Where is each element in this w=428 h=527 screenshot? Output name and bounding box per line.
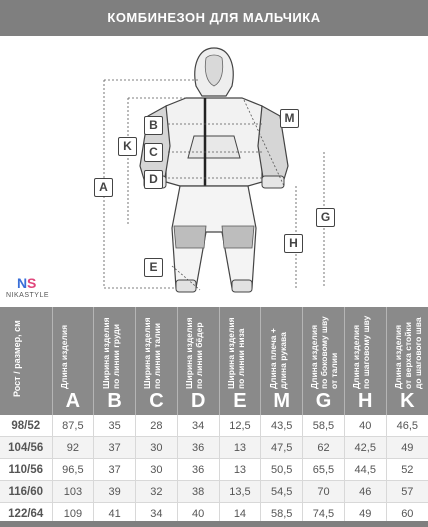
label-m: M [280,109,299,128]
table-cell: 34 [136,503,178,525]
table-cell: 36 [177,459,219,481]
label-g: G [316,208,335,227]
label-a: A [94,178,113,197]
svg-text:S: S [27,275,37,291]
table-cell: 103 [52,481,94,503]
column-header-b: Ширина изделия по линии груди B [94,307,136,415]
table-cell: 34 [177,415,219,437]
size-cell: 104/56 [0,437,52,459]
table-cell: 41 [94,503,136,525]
column-header-h: Длина изделия по шаговому шву H [344,307,386,415]
table-row [0,415,428,437]
table-cell: 74,5 [303,503,345,525]
table-cell: 109 [52,503,94,525]
table-cell: 30 [136,459,178,481]
table-cell: 13,5 [219,481,261,503]
table-cell: 49 [386,437,428,459]
table-cell: 50,5 [261,459,303,481]
label-e: E [144,258,163,277]
table-cell: 37 [94,459,136,481]
table-cell: 54,5 [261,481,303,503]
column-header-k: Длина изделия от верха стойки до шагового шва K [386,307,428,415]
size-cell: 116/60 [0,481,52,503]
table-cell: 32 [136,481,178,503]
column-header-c: Ширина изделия по линии талии C [136,307,178,415]
size-table [0,307,428,525]
table-cell: 58,5 [261,503,303,525]
table-cell: 35 [94,415,136,437]
column-header-m: Длина плеча + длина рукава M [261,307,303,415]
garment-diagram [0,36,428,306]
table-cell: 13 [219,437,261,459]
table-cell: 46 [344,481,386,503]
table-cell: 12,5 [219,415,261,437]
table-row [0,481,428,503]
table-cell: 92 [52,437,94,459]
table-cell: 47,5 [261,437,303,459]
table-cell: 40 [177,503,219,525]
table-header-row [0,307,428,415]
table-cell: 60 [386,503,428,525]
table-cell: 37 [94,437,136,459]
table-cell: 57 [386,481,428,503]
label-b: B [144,116,163,135]
table-cell: 96,5 [52,459,94,481]
table-row [0,437,428,459]
brand-name: NIKASTYLE [6,292,50,299]
brand-logo [8,274,68,304]
label-h: H [284,234,303,253]
column-header-g: Длина изделия по боковому шву от талии G [303,307,345,415]
column-header-a: Длина изделия A [52,307,94,415]
size-cell: 98/52 [0,415,52,437]
table-cell: 38 [177,481,219,503]
table-cell: 28 [136,415,178,437]
table-cell: 13 [219,459,261,481]
column-header-e: Ширина изделия по линии низа E [219,307,261,415]
table-cell: 49 [344,503,386,525]
column-header-d: Ширина изделия по линии бёдер D [177,307,219,415]
table-cell: 42,5 [344,437,386,459]
table-cell: 40 [344,415,386,437]
size-cell: 122/64 [0,503,52,525]
table-cell: 70 [303,481,345,503]
svg-text:N: N [17,275,28,291]
table-cell: 36 [177,437,219,459]
table-cell: 46,5 [386,415,428,437]
footer-bar [0,521,428,527]
size-column-header: Рост / размер, см [0,307,52,415]
table-cell: 62 [303,437,345,459]
label-k: K [118,137,137,156]
table-cell: 30 [136,437,178,459]
table-cell: 14 [219,503,261,525]
table-cell: 65,5 [303,459,345,481]
table-row [0,459,428,481]
table-cell: 39 [94,481,136,503]
table-cell: 44,5 [344,459,386,481]
page-title: КОМБИНЕЗОН ДЛЯ МАЛЬЧИКА [107,10,321,25]
table-cell: 43,5 [261,415,303,437]
table-cell: 87,5 [52,415,94,437]
table-cell: 58,5 [303,415,345,437]
label-d: D [144,170,163,189]
size-cell: 110/56 [0,459,52,481]
label-c: C [144,143,163,162]
table-cell: 52 [386,459,428,481]
